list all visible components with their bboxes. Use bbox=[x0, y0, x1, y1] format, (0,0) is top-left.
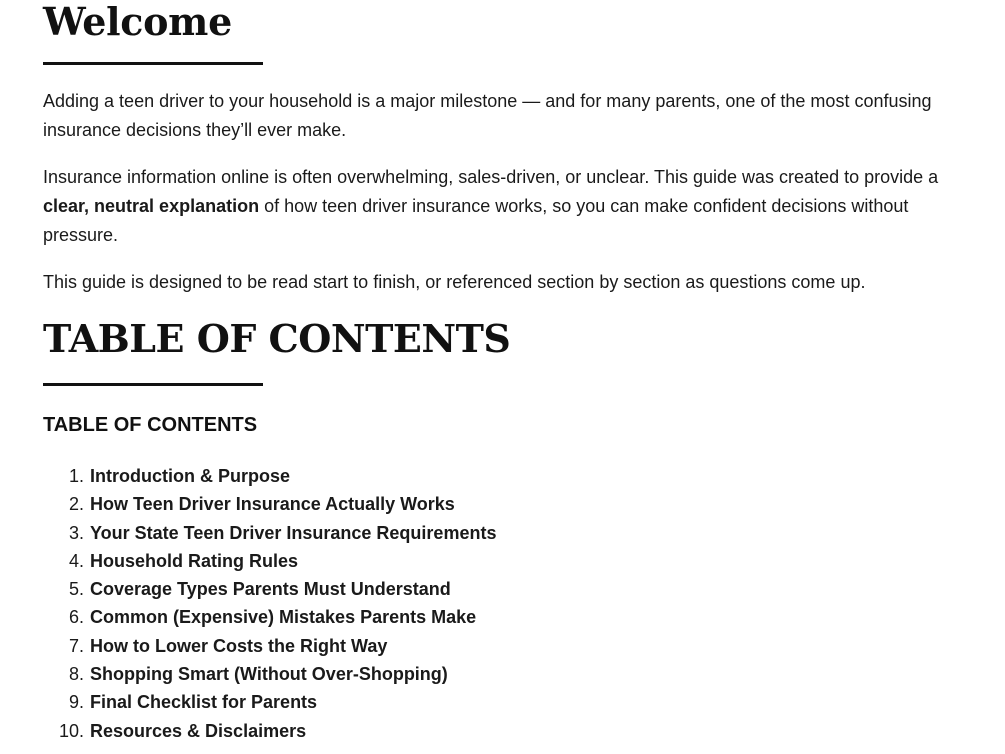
toc-item-resources[interactable] bbox=[43, 717, 973, 745]
purpose-text-start: Insurance information online is often overwhelming, sales-driven, or unclear. This guide was created to provide a bbox=[43, 167, 939, 187]
toc-link[interactable]: Shopping Smart (Without Over-Shopping) bbox=[90, 664, 448, 685]
article-content bbox=[43, 0, 973, 745]
purpose-paragraph bbox=[43, 163, 973, 250]
toc-item-number: 2. bbox=[68, 494, 84, 515]
toc-item-number: 3. bbox=[68, 522, 84, 543]
toc-link[interactable]: How Teen Driver Insurance Actually Works bbox=[90, 494, 455, 515]
toc-item-shopping-smart[interactable] bbox=[43, 660, 973, 688]
toc-link[interactable]: Introduction & Purpose bbox=[90, 466, 290, 486]
toc-link[interactable]: Your State Teen Driver Insurance Requirements bbox=[90, 522, 497, 543]
heading-divider bbox=[43, 62, 263, 65]
toc-item-how-it-works[interactable] bbox=[43, 490, 973, 518]
toc-link[interactable]: Resources & Disclaimers bbox=[90, 720, 307, 741]
toc-link[interactable]: Common (Expensive) Mistakes Parents Make bbox=[90, 607, 477, 628]
toc-item-number: 5. bbox=[68, 579, 84, 600]
toc-item-number: 10. bbox=[58, 720, 84, 741]
toc-item-state-requirements[interactable] bbox=[43, 519, 973, 547]
toc-item-coverage-types[interactable] bbox=[43, 575, 973, 603]
toc-item-lower-costs[interactable] bbox=[43, 632, 973, 660]
toc-item-number: 6. bbox=[68, 607, 84, 628]
toc-item-number: 1. bbox=[68, 466, 84, 486]
usage-paragraph: This guide is designed to be read start to finish, or referenced section by section as questions come up. bbox=[43, 272, 866, 292]
toc-item-household-rating[interactable] bbox=[43, 547, 973, 575]
toc-item-common-mistakes[interactable] bbox=[43, 603, 973, 631]
purpose-text-bold: clear, neutral explanation bbox=[43, 196, 260, 216]
toc-link[interactable]: Household Rating Rules bbox=[90, 550, 299, 571]
toc-link[interactable]: Final Checklist for Parents bbox=[90, 692, 318, 713]
toc-heading: TABLE OF CONTENTS bbox=[43, 316, 511, 361]
toc-link[interactable]: How to Lower Costs the Right Way bbox=[90, 635, 388, 656]
welcome-heading: Welcome bbox=[43, 0, 232, 44]
toc-item-final-checklist[interactable] bbox=[43, 688, 973, 716]
toc-item-number: 4. bbox=[68, 550, 84, 571]
purpose-text-end: of how teen driver insurance works, so you can make confident decisions without pressure. bbox=[43, 196, 909, 245]
toc-subheading: TABLE OF CONTENTS bbox=[43, 414, 258, 436]
toc-item-number: 9. bbox=[68, 692, 84, 713]
toc-link[interactable]: Coverage Types Parents Must Understand bbox=[90, 579, 451, 600]
toc-list bbox=[43, 462, 973, 745]
toc-divider bbox=[43, 383, 263, 386]
toc-item-number: 7. bbox=[68, 635, 84, 656]
toc-item-introduction[interactable] bbox=[43, 462, 973, 490]
toc-item-number: 8. bbox=[68, 664, 84, 685]
intro-paragraph: Adding a teen driver to your household is a major milestone — and for many parents, one of the most confusing insurance decisions they’ll ever make. bbox=[43, 91, 932, 140]
